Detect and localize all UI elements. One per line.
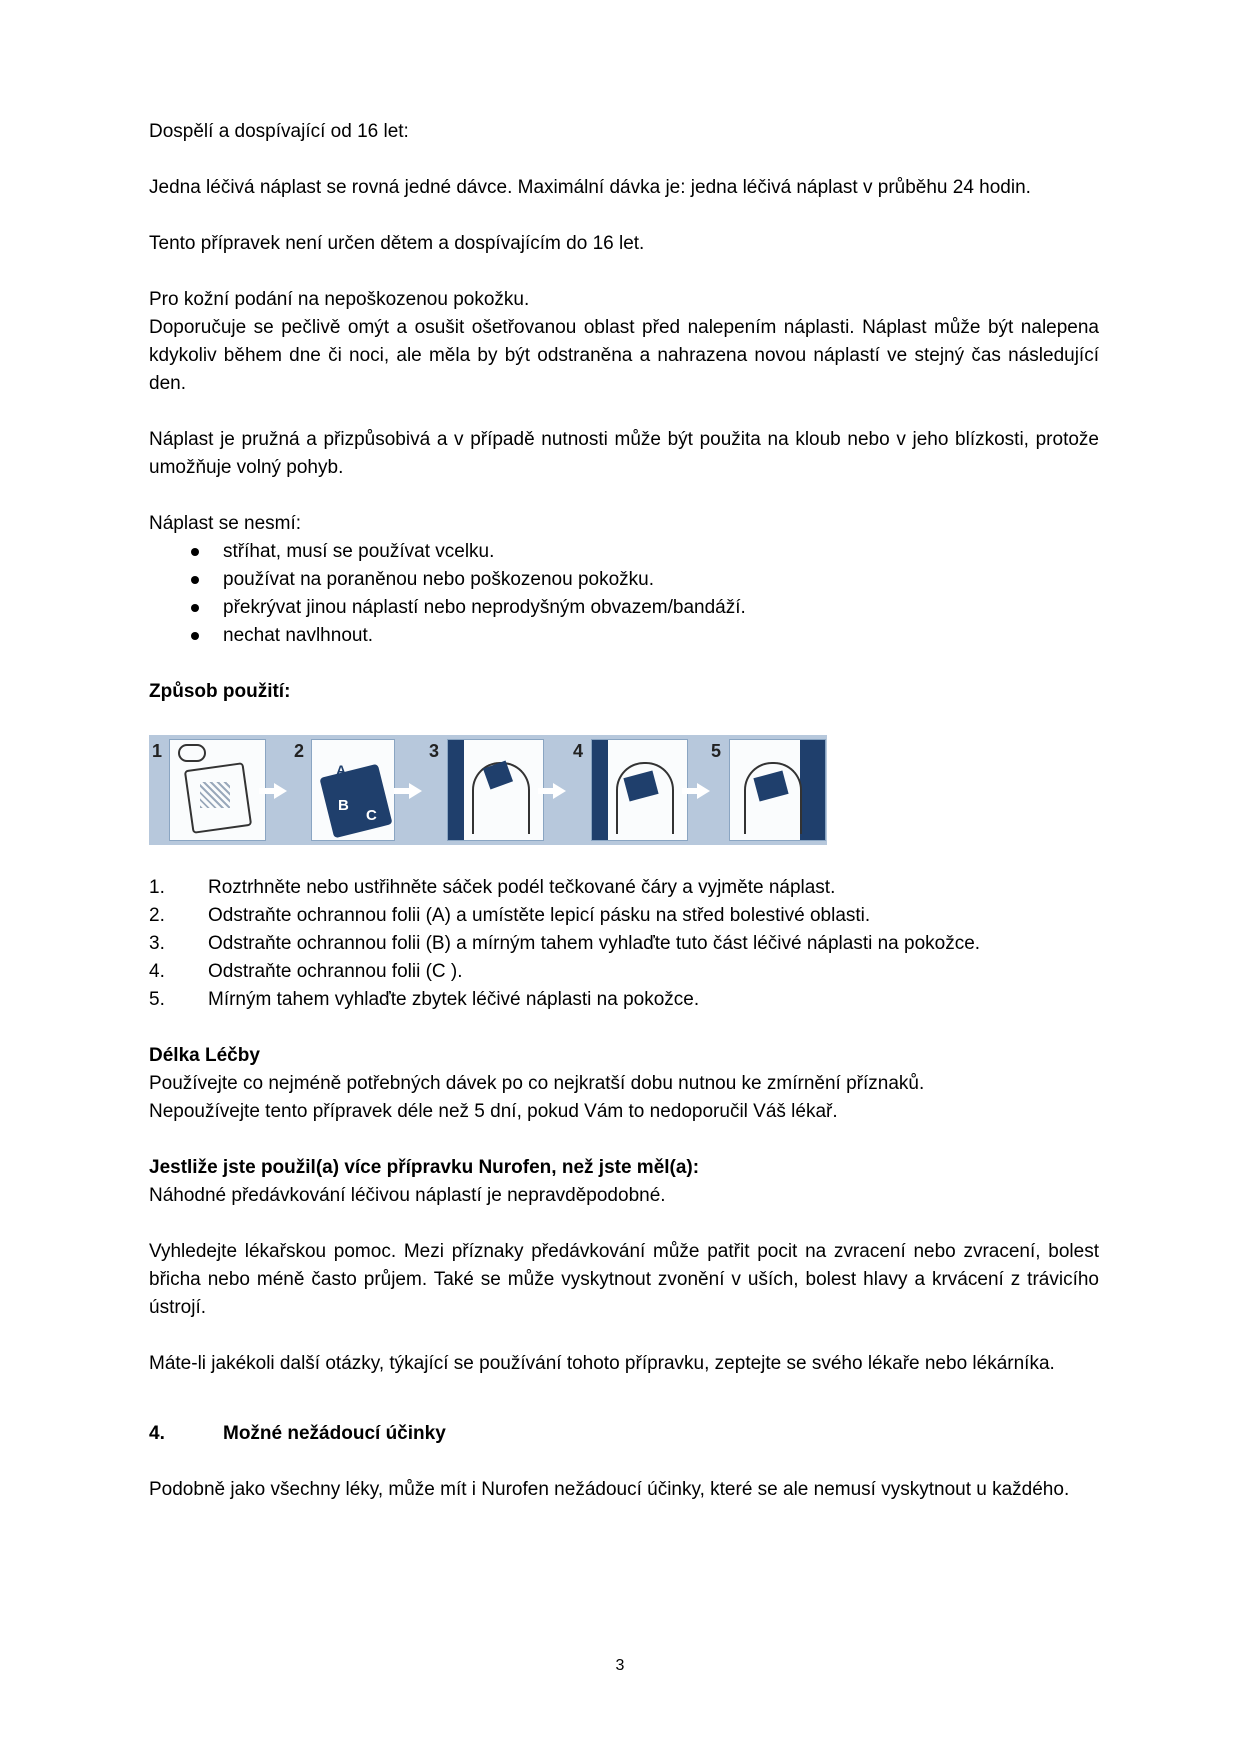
overdose-paragraph-2: Vyhledejte lékařskou pomoc. Mezi příznaky předávkování může patřit pocit na zvracení nebo zvracení, bolest břicha nebo méně často průjem. Také se může vyskytnout zvonění v uších, bolest hlavy a krvácení z trávicího ústrojí. <box>149 1241 1099 1318</box>
figure-step-number: 4 <box>573 741 584 761</box>
side-effects-paragraph: Podobně jako všechny léky, může mít i Nurofen nežádoucí účinky, které se ale nemusí vyskytnout u každého. <box>149 1479 1070 1500</box>
section-number: 4. <box>149 1423 165 1444</box>
adults-heading: Dospělí a dospívající od 16 let: <box>149 121 409 142</box>
arrow-icon <box>553 783 566 799</box>
figure-panel-3 <box>447 739 544 841</box>
figure-panel-1 <box>169 739 266 841</box>
list-item: nechat navlhnout. <box>149 622 1099 650</box>
figure-letter-a: A <box>336 762 347 778</box>
section-4-heading <box>149 1420 1099 1448</box>
list-item <box>149 902 1099 930</box>
patch-shape <box>319 764 392 839</box>
step-text: Odstraňte ochrannou folii (B) a mírným tahem vyhlaďte tuto část léčivé náplasti na pokožce. <box>208 933 981 954</box>
arrow-icon <box>697 783 710 799</box>
flexibility-paragraph: Náplast je pružná a přizpůsobivá a v případě nutnosti může být použita na kloub nebo v jeho blízkosti, protože umožňuje volný pohyb. <box>149 429 1099 478</box>
list-item: stříhat, musí se používat vcelku. <box>149 538 1099 566</box>
duration-line-1: Používejte co nejméně potřebných dávek po co nejkratší dobu nutnou ke zmírnění příznaků. <box>149 1073 925 1094</box>
list-item: překrývat jinou náplastí nebo neprodyšným obvazem/bandáží. <box>149 594 1099 622</box>
section-title: Možné nežádoucí účinky <box>223 1423 446 1444</box>
usage-steps-list <box>149 874 1099 1014</box>
step-number: 4. <box>149 961 165 982</box>
usage-heading: Způsob použití: <box>149 681 291 702</box>
list-item <box>149 930 1099 958</box>
questions-paragraph: Máte-li jakékoli další otázky, týkající se používání tohoto přípravku, zeptejte se svého lékaře nebo lékárníka. <box>149 1353 1055 1374</box>
list-item: používat na poraněnou nebo poškozenou pokožku. <box>149 566 1099 594</box>
figure-step-number: 5 <box>711 741 722 761</box>
children-warning: Tento přípravek není určen dětem a dospívajícím do 16 let. <box>149 233 645 254</box>
step-text: Odstraňte ochrannou folii (C ). <box>208 961 463 982</box>
step-text: Roztrhněte nebo ustřihněte sáček podél tečkované čáry a vyjměte náplast. <box>208 877 836 898</box>
figure-panel-4 <box>591 739 688 841</box>
step-text: Odstraňte ochrannou folii (A) a umístěte lepicí pásku na střed bolestivé oblasti. <box>208 905 871 926</box>
overdose-paragraph-1: Náhodné předávkování léčivou náplastí je nepravděpodobné. <box>149 1185 666 1206</box>
arrow-icon <box>274 783 287 799</box>
restrictions-list <box>149 538 1099 650</box>
duration-line-2: Nepoužívejte tento přípravek déle než 5 dní, pokud Vám to nedoporučil Váš lékař. <box>149 1101 838 1122</box>
figure-panel-5 <box>729 739 826 841</box>
background-shape <box>800 740 825 840</box>
patch-pattern <box>200 782 230 808</box>
dose-paragraph: Jedna léčivá náplast se rovná jedné dávce. Maximální dávka je: jedna léčivá náplast v průběhu 24 hodin. <box>149 177 1031 198</box>
background-shape <box>592 740 608 840</box>
step-number: 5. <box>149 989 165 1010</box>
skin-use-line: Pro kožní podání na nepoškozenou pokožku. <box>149 289 530 310</box>
overdose-heading: Jestliže jste použil(a) více přípravku Nurofen, než jste měl(a): <box>149 1157 700 1178</box>
list-item <box>149 986 1099 1014</box>
figure-step-number: 2 <box>294 741 305 761</box>
step-number: 2. <box>149 905 165 926</box>
step-number: 1. <box>149 877 165 898</box>
background-shape <box>448 740 464 840</box>
restrictions-intro: Náplast se nesmí: <box>149 513 302 534</box>
application-paragraph: Doporučuje se pečlivě omýt a osušit ošetřovanou oblast před nalepením náplasti. Náplast může být nalepena kdykoliv během dne či noci, ale měla by být odstraněna a nahrazena novou náplastí ve stejný čas následující den. <box>149 317 1099 394</box>
figure-step-number: 3 <box>429 741 440 761</box>
figure-letter-b: B <box>338 797 349 814</box>
list-item <box>149 958 1099 986</box>
usage-instructions-figure <box>149 735 827 845</box>
step-text: Mírným tahem vyhlaďte zbytek léčivé náplasti na pokožce. <box>208 989 700 1010</box>
figure-panel-2 <box>311 739 395 841</box>
duration-heading: Délka Léčby <box>149 1045 260 1066</box>
step-number: 3. <box>149 933 165 954</box>
page-number: 3 <box>615 1657 625 1674</box>
hand-shape <box>178 744 206 762</box>
document-page <box>149 118 1099 1504</box>
figure-letter-c: C <box>366 807 377 824</box>
list-item <box>149 874 1099 902</box>
figure-step-number: 1 <box>152 741 163 761</box>
arrow-icon <box>409 783 422 799</box>
